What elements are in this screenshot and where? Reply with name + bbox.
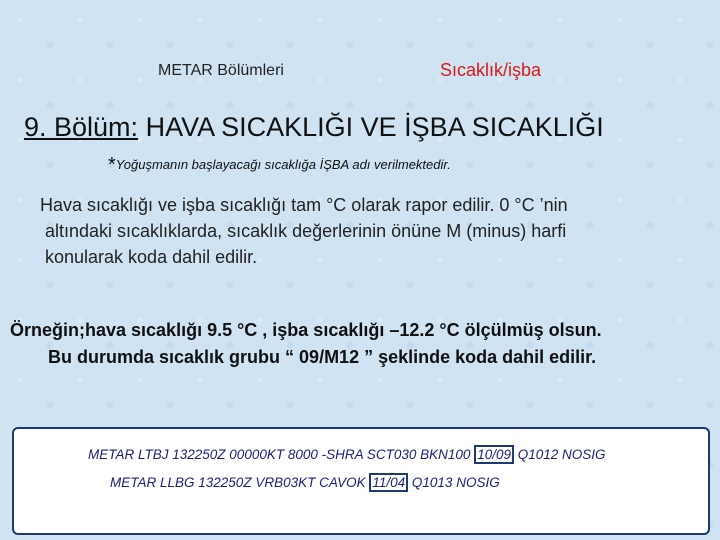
title-text: HAVA SICAKLIĞI VE İŞBA SICAKLIĞI <box>138 112 604 142</box>
example-line-1: Örneğin;hava sıcaklığı 9.5 °C , işba sıcaklığı –12.2 °C ölçülmüş olsun. <box>10 320 602 340</box>
example-paragraph <box>10 317 710 371</box>
paragraph-line-1: Hava sıcaklığı ve işba sıcaklığı tam °C olarak rapor edilir. 0 °C ’nin <box>40 195 568 215</box>
header-right-label: Sıcaklık/işba <box>440 60 542 80</box>
metar-line-2-temperature-group: 11/04 <box>369 473 408 492</box>
metar-line-1-pre: METAR LTBJ 132250Z 00000KT 8000 -SHRA SCT030 BKN100 <box>88 447 475 462</box>
metar-example-box <box>12 427 710 535</box>
reporting-paragraph <box>40 192 700 270</box>
metar-line-1-post: Q1012 NOSIG <box>513 447 606 462</box>
example-line-2: Bu durumda sıcaklık grubu “ 09/M12 ” şeklinde koda dahil edilir. <box>48 347 597 367</box>
title-number: 9. Bölüm: <box>24 112 139 142</box>
note-text: Yoğuşmanın başlayacağı sıcaklığa İŞBA adı verilmektedir. <box>115 157 451 172</box>
page-title <box>24 112 604 143</box>
metar-line-2 <box>110 475 500 490</box>
header-left-label: METAR Bölümleri <box>158 62 284 79</box>
note-star: * <box>108 154 116 176</box>
metar-line-1-temperature-group: 10/09 <box>474 445 514 464</box>
dew-point-note <box>108 154 451 177</box>
paragraph-line-2: altındaki sıcaklıklarda, sıcaklık değerlerinin önüne M (minus) harfi <box>45 221 567 241</box>
paragraph-line-3: konularak koda dahil edilir. <box>45 247 258 267</box>
metar-line-1 <box>88 447 606 462</box>
metar-line-2-post: Q1013 NOSIG <box>408 475 500 490</box>
metar-line-2-pre: METAR LLBG 132250Z VRB03KT CAVOK <box>110 475 370 490</box>
